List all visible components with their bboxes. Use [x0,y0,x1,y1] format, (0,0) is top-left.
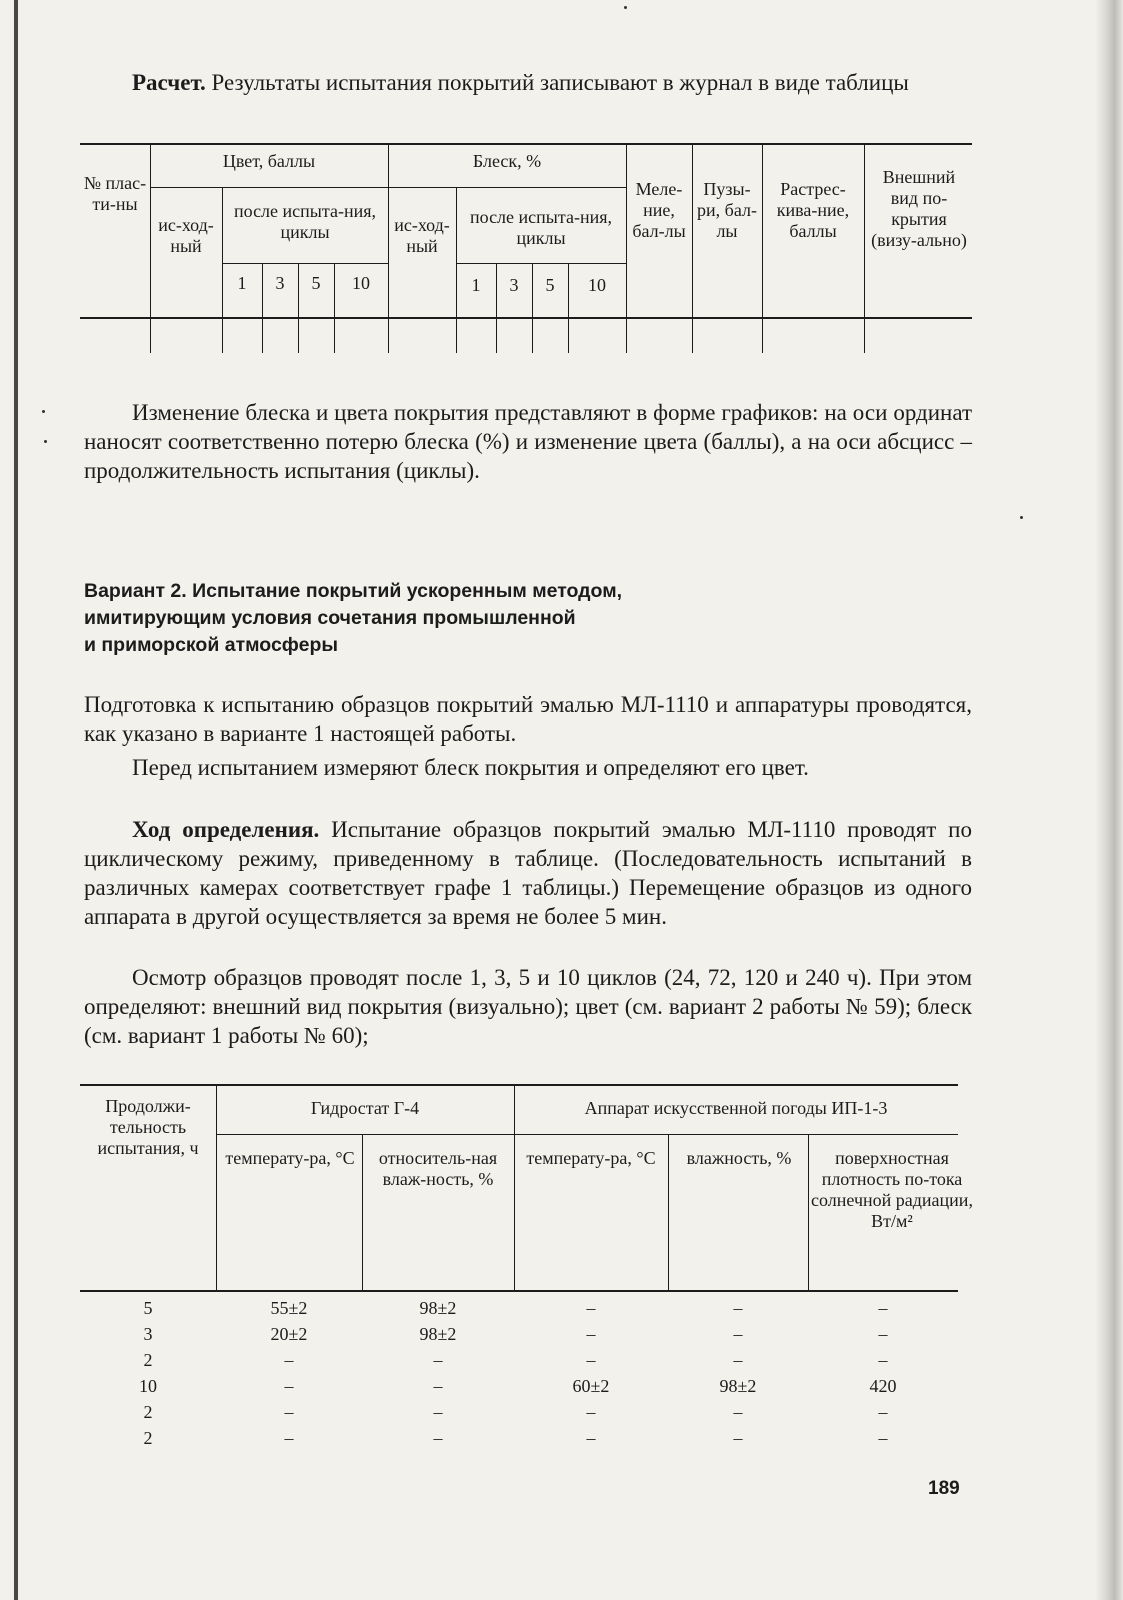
table-cell: 3 [143,1324,153,1344]
table-rule [222,263,388,264]
header-duration: Продолжи-тельность испытания, ч [97,1096,199,1158]
table-cell: 98±2 [719,1376,757,1396]
table-cell: – [733,1298,743,1318]
header-gloss-initial: ис-ход-ный [394,215,450,256]
paragraph-procedure [84,815,972,931]
table-cell: – [878,1350,888,1370]
table-rule [864,143,865,353]
header-cycle: 3 [509,275,519,295]
table-cell: – [878,1428,888,1448]
table-cell: – [433,1376,443,1396]
run-in-label: Ход определения. [132,817,320,842]
table-rule [362,1134,363,1290]
table-cell: – [878,1298,888,1318]
header-blisters: Пузы-ри, бал-лы [697,179,757,241]
table-cell: – [586,1428,596,1448]
table-rule [456,263,626,264]
table-cell: 420 [869,1376,897,1396]
paragraph-text: Результаты испытания покрытий записывают в журнал в виде таблицы [205,70,909,95]
header-cycle: 10 [588,275,606,295]
paragraph-graph: Изменение блеска и цвета покрытия представляют в форме графиков: на оси ординат наносят соответственно потерю блеска (%) и изменение цвета (баллы), а на оси абсцисс – продолжительность испытания (циклы). [84,400,972,483]
table-rule [456,187,457,353]
header-hydrostat: Гидростат Г-4 [310,1098,420,1118]
table-cell: 10 [139,1376,157,1396]
table-cell: – [433,1428,443,1448]
table-cell: – [586,1298,596,1318]
table-rule [80,317,972,319]
page-edge-left [14,0,18,1600]
table-cell: 98±2 [419,1298,457,1318]
table-cell: – [733,1350,743,1370]
table-rule [216,1134,958,1135]
table-cell: – [586,1324,596,1344]
table-cell: – [733,1428,743,1448]
section-heading [84,578,622,659]
header-weather-apparatus: Аппарат искусственной погоды ИП-1-3 [584,1098,888,1118]
header-relative-humidity: относитель-ная влаж-ность, % [378,1148,498,1189]
speck [42,410,45,413]
header-cracking: Растрес-кива-ние, баллы [776,179,850,241]
table-cell: – [284,1350,294,1370]
page-number: 189 [928,1478,960,1499]
table-cell: – [284,1402,294,1422]
header-gloss-after: после испыта-ния, циклы [469,207,612,248]
table-rule [668,1134,669,1290]
cycle-table [80,1084,980,1448]
header-gloss: Блеск, % [472,151,542,171]
page-edge-right [1095,0,1123,1600]
speck [1020,516,1023,519]
table-cell: – [878,1324,888,1344]
header-cycle: 5 [545,275,555,295]
speck [44,440,47,443]
heading-line: имитирующим условия сочетания промышленной [84,607,576,629]
paragraph-text: Испытание образцов покрытий эмалью МЛ-1110 проводят по циклическому режиму, приведенному в таблице. (Последовательность испытаний в различных камерах соответствует графе 1 таблицы.) Перемещение образцов из одного аппарата в другой осуществляется за время не более 5 мин. [84,817,972,929]
table-cell: – [433,1350,443,1370]
table-cell: – [733,1324,743,1344]
header-apparatus-temp: температу-ра, °С [526,1148,656,1168]
header-humidity: влажность, % [686,1148,792,1168]
paragraph-inspection: Осмотр образцов проводят после 1, 3, 5 и 10 циклов (24, 72, 120 и 240 ч). При этом определяют: внешний вид покрытия (визуально); цвет (см. вариант 2 работы № 59); блеск (см. вариант 1 работы № 60); [84,965,972,1048]
paragraph-calculation [84,68,972,97]
table-cell: – [284,1376,294,1396]
header-chalking: Меле-ние, бал-лы [632,179,686,241]
table-rule [762,143,763,353]
paragraph-preparation: Подготовка к испытанию образцов покрытий эмалью МЛ-1110 и аппаратуры проводятся, как указано в варианте 1 настоящей работы. [84,692,972,746]
table-cell: – [586,1402,596,1422]
table-rule [80,1290,958,1292]
table-rule [626,143,627,353]
heading-line: и приморской атмосферы [84,634,339,656]
header-color-after: после испыта-ния, циклы [233,201,376,242]
table-cell: 55±2 [270,1298,308,1318]
run-in-label: Расчет. [132,70,206,95]
header-solar-flux: поверхностная плотность по-тока солнечной радиации, Вт/м² [811,1148,973,1231]
table-cell: – [586,1350,596,1370]
header-color: Цвет, баллы [222,151,316,171]
table-cell: – [733,1402,743,1422]
header-cycle: 1 [237,273,247,293]
heading-line: Вариант 2. Испытание покрытий ускоренным методом, [84,580,623,602]
table-cell: 60±2 [572,1376,610,1396]
table-cell: 2 [143,1428,153,1448]
header-hydrostat-temp: температу-ра, °С [225,1148,355,1168]
table-cell: 2 [143,1402,153,1422]
table-rule [692,143,693,353]
table-cell: – [284,1428,294,1448]
header-cycle: 3 [275,273,285,293]
header-color-initial: ис-ход-ный [158,215,214,256]
table-rule [80,1084,958,1086]
header-cycle: 5 [311,273,321,293]
header-appearance: Внешний вид по-крытия (визу-ально) [871,167,967,250]
header-plate-number: № плас-ти-ны [83,173,147,214]
table-cell: – [433,1402,443,1422]
table-rule [222,187,223,353]
header-cycle: 10 [352,273,370,293]
table-rule [808,1134,809,1290]
journal-table [80,143,972,353]
paragraph-measure: Перед испытанием измеряют блеск покрытия и определяют его цвет. [132,755,809,780]
table-cell: – [878,1402,888,1422]
table-cell: 98±2 [419,1324,457,1344]
table-cell: 5 [143,1298,153,1318]
speck [624,6,627,9]
table-rule [80,143,972,145]
table-cell: 2 [143,1350,153,1370]
header-cycle: 1 [471,275,481,295]
table-cell: 20±2 [270,1324,308,1344]
